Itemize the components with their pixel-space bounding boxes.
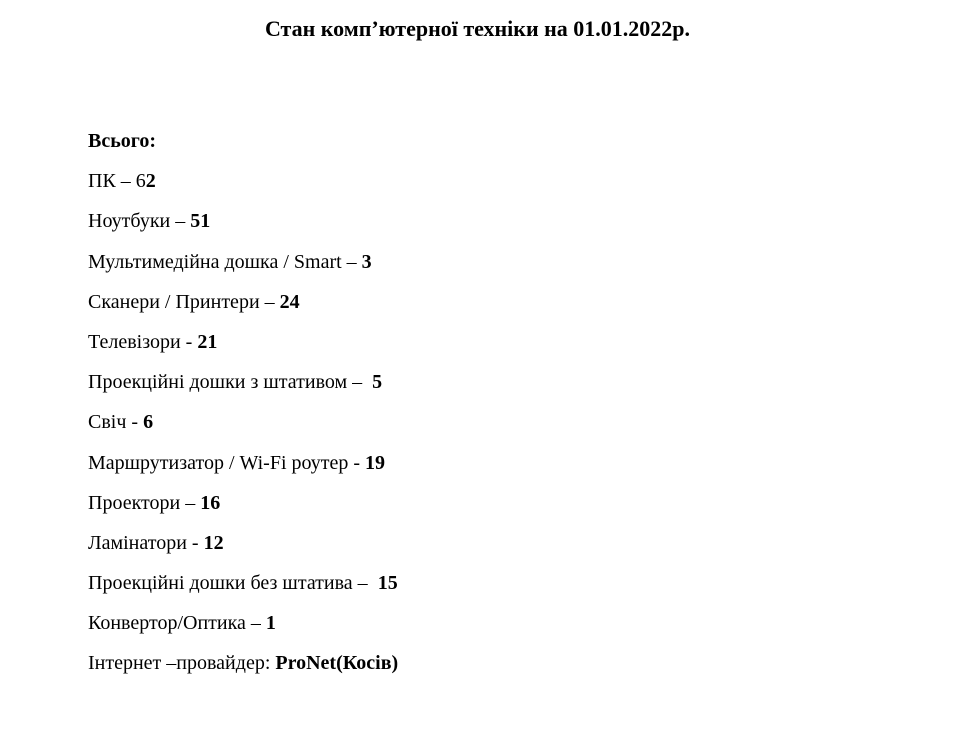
inventory-list	[88, 127, 908, 690]
item-value: 15	[377, 572, 398, 595]
item-value: 51	[190, 210, 211, 233]
item-value: 19	[365, 451, 386, 474]
item-label: Маршрутизатор / Wi-Fi роутер -	[88, 451, 366, 474]
item-value: 24	[279, 290, 300, 313]
inventory-item-switch	[88, 408, 908, 436]
inventory-item-pc	[88, 167, 908, 195]
item-value: 5	[372, 371, 383, 394]
total-heading: Всього:	[88, 130, 157, 152]
item-label: Конвертор/Оптика –	[88, 612, 266, 635]
item-label: Телевізори -	[88, 330, 198, 353]
document-title: Стан комп’ютерної техніки на 01.01.2022р.	[264, 16, 691, 41]
item-label: Ламінатори -	[88, 531, 204, 554]
item-label: Свіч -	[88, 411, 144, 434]
item-label: Проектори –	[88, 491, 201, 514]
item-label: Інтернет –провайдер:	[88, 652, 276, 675]
inventory-item-laminators	[88, 529, 908, 557]
item-label: Сканери / Принтери –	[88, 290, 280, 313]
item-value: 12	[203, 531, 224, 554]
inventory-item-scanners-printers	[88, 288, 908, 316]
item-value: 2	[145, 170, 156, 193]
item-label: Ноутбуки –	[88, 210, 191, 233]
inventory-item-projectors	[88, 489, 908, 517]
inventory-item-converter-optics	[88, 609, 908, 637]
inventory-item-smart-board	[88, 248, 908, 276]
inventory-item-tvs	[88, 328, 908, 356]
item-value: 1	[265, 612, 276, 635]
inventory-item-projection-boards-no-tripod	[88, 569, 908, 597]
inventory-item-router	[88, 449, 908, 477]
item-label: Проекційні дошки без штатива –	[88, 572, 378, 595]
item-value: 6	[143, 411, 154, 434]
item-value: 21	[197, 330, 218, 353]
item-label: Мультимедійна дошка / Smart –	[88, 250, 362, 273]
item-label: ПК – 6	[88, 170, 146, 193]
inventory-item-projection-boards-tripod	[88, 368, 908, 396]
inventory-item-laptops	[88, 207, 908, 235]
item-value: 3	[361, 250, 372, 273]
item-label: Проекційні дошки з штативом –	[88, 371, 373, 394]
inventory-item-internet-provider	[88, 649, 908, 677]
item-value: 16	[200, 491, 221, 514]
item-value: ProNet(Косів)	[275, 652, 399, 675]
